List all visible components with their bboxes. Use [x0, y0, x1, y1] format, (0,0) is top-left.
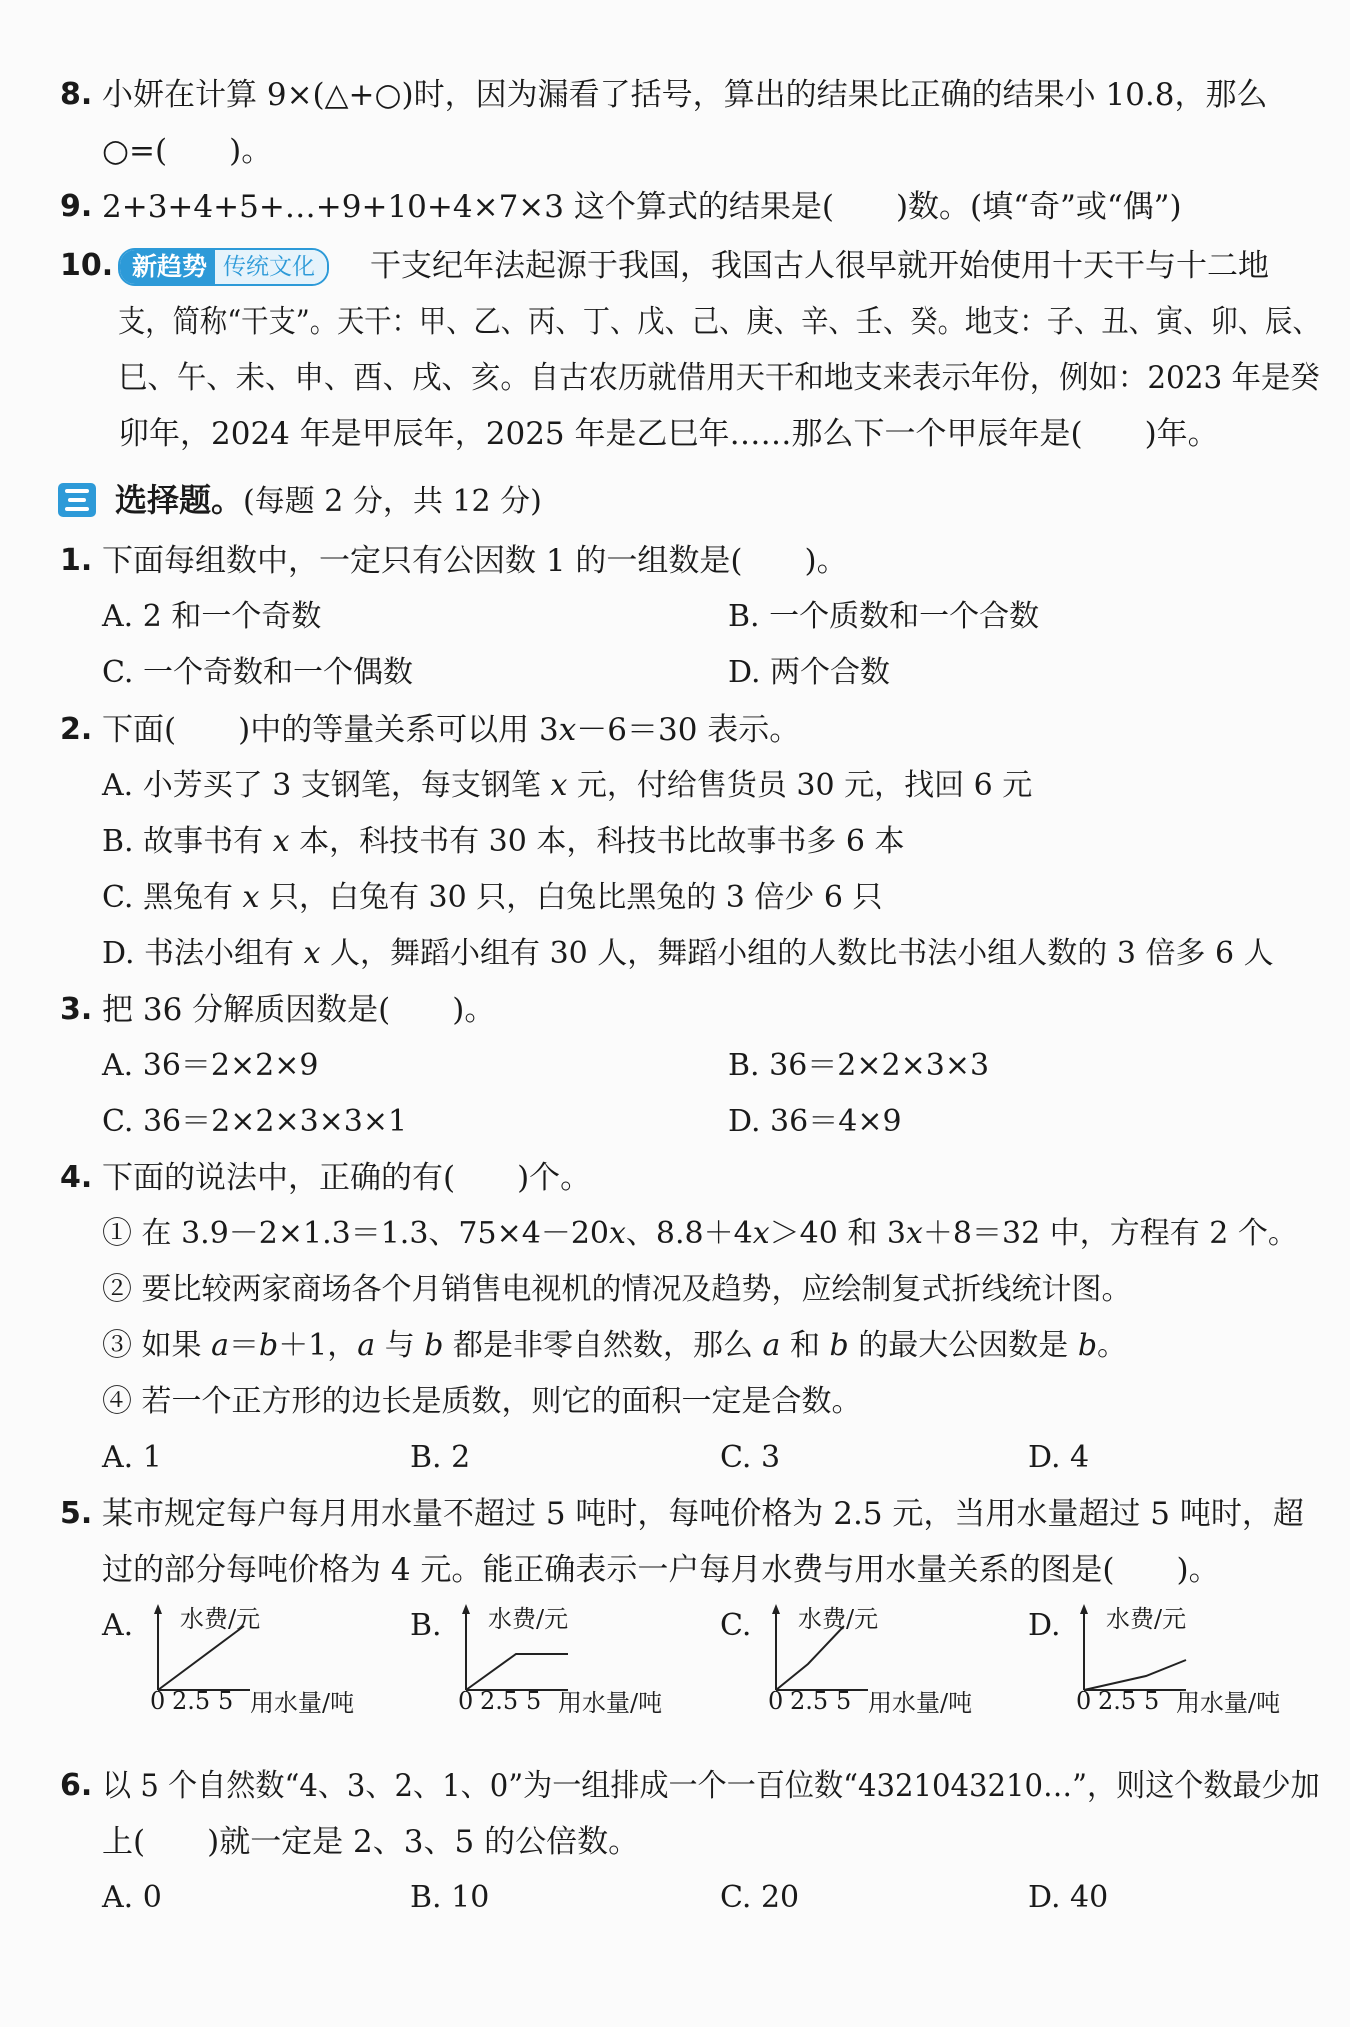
water-fee-graph-c: 水费/元 0 2.5 5 用水量/吨 — [768, 1605, 973, 1717]
choice-2-number: 2. — [60, 712, 93, 747]
choice-5-line-1: 某市规定每户每月用水量不超过 5 吨时，每吨价格为 2.5 元，当用水量超过 5 吨时，超 — [102, 1496, 1304, 1532]
choice-3-option-a: A. 36＝2×2×9 — [102, 1048, 319, 1083]
choice-4-option-b: B. 2 — [410, 1440, 471, 1475]
choice-3-option-d: D. 36＝4×9 — [728, 1104, 902, 1139]
water-fee-graph-a: 水费/元 0 2.5 5 用水量/吨 — [150, 1605, 355, 1717]
badge-new-trend: 新趋势 — [120, 250, 215, 284]
question-10-number: 10. — [60, 248, 114, 283]
choice-3-option-b: B. 36＝2×2×3×3 — [728, 1048, 990, 1083]
question-9-number: 9. — [60, 189, 93, 224]
choice-3-number: 3. — [60, 992, 93, 1027]
question-9-line-1: 2+3+4+5+…+9+10+4×7×3 这个算式的结果是( )数。(填“奇”或“偶”) — [102, 189, 1182, 225]
choice-3-option-c: C. 36＝2×2×3×3×1 — [102, 1104, 408, 1139]
choice-5-option-c-letter: C. — [720, 1608, 752, 1643]
choice-5-option-d-letter: D. — [1028, 1608, 1061, 1643]
choice-5-number: 5. — [60, 1496, 93, 1531]
section-score-note: (每题 2 分，共 12 分) — [243, 484, 542, 519]
choice-4-statement-1: ① 在 3.9－2×1.3＝1.3、75×4－20x、8.8＋4x＞40 和 3x＋8＝32 中，方程有 2 个。 — [102, 1216, 1298, 1251]
question-10-line-4: 卯年，2024 年是甲辰年，2025 年是乙巳年……那么下一个甲辰年是( )年。 — [118, 416, 1219, 452]
choice-6-line-1: 以 5 个自然数“4、3、2、1、0”为一组排成一个一百位数“4321043210…”，则这个数最少加 — [102, 1768, 1320, 1804]
question-8-line-1: 小妍在计算 9×(△+○)时，因为漏看了括号，算出的结果比正确的结果小 10.8，那么 — [102, 77, 1268, 113]
choice-6-number: 6. — [60, 1768, 93, 1803]
choice-4-statement-4: ④ 若一个正方形的边长是质数，则它的面积一定是合数。 — [102, 1384, 862, 1419]
choice-4-number: 4. — [60, 1160, 93, 1195]
choice-5-line-2: 过的部分每吨价格为 4 元。能正确表示一户每月水费与用水量关系的图是( )。 — [102, 1552, 1220, 1588]
choice-6-option-a: A. 0 — [102, 1880, 162, 1915]
choice-1-option-b: B. 一个质数和一个合数 — [728, 599, 1040, 634]
choice-6-line-2: 上( )就一定是 2、3、5 的公倍数。 — [102, 1824, 640, 1860]
section-title-text: 选择题。 — [115, 481, 244, 519]
choice-1-option-c: C. 一个奇数和一个偶数 — [102, 655, 413, 690]
choice-4-statement-2: ② 要比较两家商场各个月销售电视机的情况及趋势，应绘制复式折线统计图。 — [102, 1272, 1132, 1307]
choice-6-option-b: B. 10 — [410, 1880, 490, 1915]
choice-6-option-c: C. 20 — [720, 1880, 800, 1915]
badge-traditional-culture: 传统文化 — [215, 250, 327, 284]
choice-2-option-c: C. 黑兔有 x 只，白兔有 30 只，白兔比黑兔的 3 倍少 6 只 — [102, 880, 883, 915]
choice-4-option-d: D. 4 — [1028, 1440, 1090, 1475]
question-10-line-1: 干支纪年法起源于我国，我国古人很早就开始使用十天干与十二地 — [370, 248, 1269, 284]
choice-4-option-a: A. 1 — [102, 1440, 162, 1475]
choice-2-option-b: B. 故事书有 x 本，科技书有 30 本，科技书比故事书多 6 本 — [102, 824, 905, 859]
choice-1-number: 1. — [60, 543, 93, 578]
choice-2-option-a: A. 小芳买了 3 支钢笔，每支钢笔 x 元，付给售货员 30 元，找回 6 元 — [102, 768, 1033, 803]
choice-2-stem: 下面( )中的等量关系可以用 3x－6＝30 表示。 — [102, 712, 801, 748]
section-three-icon — [58, 483, 96, 517]
choice-2-option-d: D. 书法小组有 x 人，舞蹈小组有 30 人，舞蹈小组的人数比书法小组人数的 3 倍多 6 人 — [102, 936, 1274, 971]
choice-1-stem: 下面每组数中，一定只有公因数 1 的一组数是( )。 — [102, 543, 848, 579]
choice-1-option-d: D. 两个合数 — [728, 655, 891, 690]
choice-5-option-b-letter: B. — [410, 1608, 442, 1643]
question-8-number: 8. — [60, 77, 93, 112]
water-fee-graph-b: 水费/元 0 2.5 5 用水量/吨 — [458, 1605, 663, 1717]
choice-6-option-d: D. 40 — [1028, 1880, 1109, 1915]
choice-4-statement-3: ③ 如果 a＝b＋1，a 与 b 都是非零自然数，那么 a 和 b 的最大公因数是 b。 — [102, 1328, 1128, 1363]
water-fee-graph-d: 水费/元 0 2.5 5 用水量/吨 — [1076, 1605, 1281, 1717]
choice-3-stem: 把 36 分解质因数是( )。 — [102, 992, 496, 1028]
trend-culture-badge — [118, 248, 329, 286]
choice-4-stem: 下面的说法中，正确的有( )个。 — [102, 1160, 592, 1196]
choice-5-option-a-letter: A. — [102, 1608, 134, 1643]
question-8-line-2: ○=( )。 — [102, 133, 273, 169]
choice-1-option-a: A. 2 和一个奇数 — [102, 599, 322, 634]
question-10-line-3: 巳、午、未、申、酉、戌、亥。自古农历就借用天干和地支来表示年份，例如：2023 年是癸 — [118, 360, 1320, 396]
section-title — [115, 478, 542, 524]
choice-4-option-c: C. 3 — [720, 1440, 781, 1475]
question-10-line-2: 支，简称“干支”。天干：甲、乙、丙、丁、戊、己、庚、辛、壬、癸。地支：子、丑、寅、卯、辰、 — [118, 304, 1320, 340]
